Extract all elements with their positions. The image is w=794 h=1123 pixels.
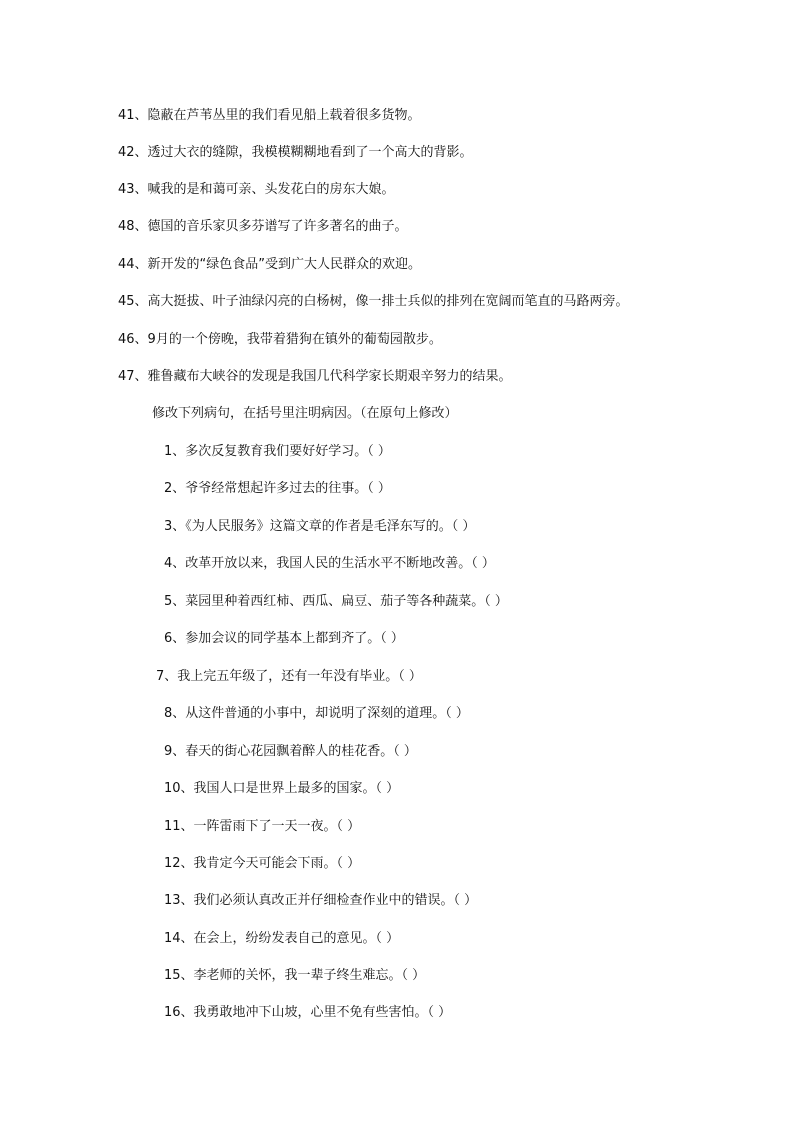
sentence-48: 48、德国的音乐家贝多芬谱写了许多著名的曲子。	[118, 219, 408, 234]
exercise-15: 15、李老师的关怀，我一辈子终生难忘。（ ）	[164, 968, 426, 983]
exercise-13: 13、我们必须认真改正并仔细检查作业中的错误。（ ）	[164, 893, 478, 908]
sentence-47: 47、雅鲁藏布大峡谷的发现是我国几代科学家长期艰辛努力的结果。	[118, 369, 512, 384]
exercise-3: 3、《为人民服务》这篇文章的作者是毛泽东写的。（ ）	[164, 519, 476, 534]
exercise-8: 8、从这件普通的小事中，却说明了深刻的道理。（ ）	[164, 706, 469, 721]
exercise-14: 14、在会上，纷纷发表自己的意见。（ ）	[164, 931, 400, 946]
sentence-44: 44、新开发的“绿色食品”受到广大人民群众的欢迎。	[118, 257, 422, 272]
exercise-6: 6、参加会议的同学基本上都到齐了。（ ）	[164, 631, 404, 646]
exercise-9: 9、春天的街心花园飘着醉人的桂花香。（ ）	[164, 744, 417, 759]
exercise-10: 10、我国人口是世界上最多的国家。（ ）	[164, 781, 400, 796]
exercise-4: 4、改革开放以来，我国人民的生活水平不断地改善。（ ）	[164, 556, 495, 571]
sentence-45: 45、高大挺拔、叶子油绿闪亮的白杨树，像一排士兵似的排列在宽阔而笔直的马路两旁。	[118, 294, 629, 309]
exercise-12: 12、我肯定今天可能会下雨。（ ）	[164, 856, 361, 871]
sentence-41: 41、隐蔽在芦苇丛里的我们看见船上载着很多货物。	[118, 108, 421, 123]
exercise-7: 7、我上完五年级了，还有一年没有毕业。（ ）	[156, 669, 422, 684]
exercise-1: 1、多次反复教育我们要好好学习。（ ）	[164, 444, 391, 459]
sentence-46: 46、9月的一个傍晚，我带着猎狗在镇外的葡萄园散步。	[118, 332, 442, 347]
exercise-11: 11、一阵雷雨下了一天一夜。（ ）	[164, 819, 361, 834]
exercise-16: 16、我勇敢地冲下山坡，心里不免有些害怕。（ ）	[164, 1005, 452, 1020]
section-instruction: 修改下列病句，在括号里注明病因。（在原句上修改）	[152, 406, 458, 421]
exercise-5: 5、菜园里种着西红柿、西瓜、扁豆、茄子等各种蔬菜。（ ）	[164, 594, 508, 609]
exercise-2: 2、爷爷经常想起许多过去的往事。（ ）	[164, 481, 391, 496]
sentence-42: 42、透过大衣的缝隙，我模模糊糊地看到了一个高大的背影。	[118, 145, 473, 160]
sentence-43: 43、喊我的是和蔼可亲、头发花白的房东大娘。	[118, 182, 395, 197]
